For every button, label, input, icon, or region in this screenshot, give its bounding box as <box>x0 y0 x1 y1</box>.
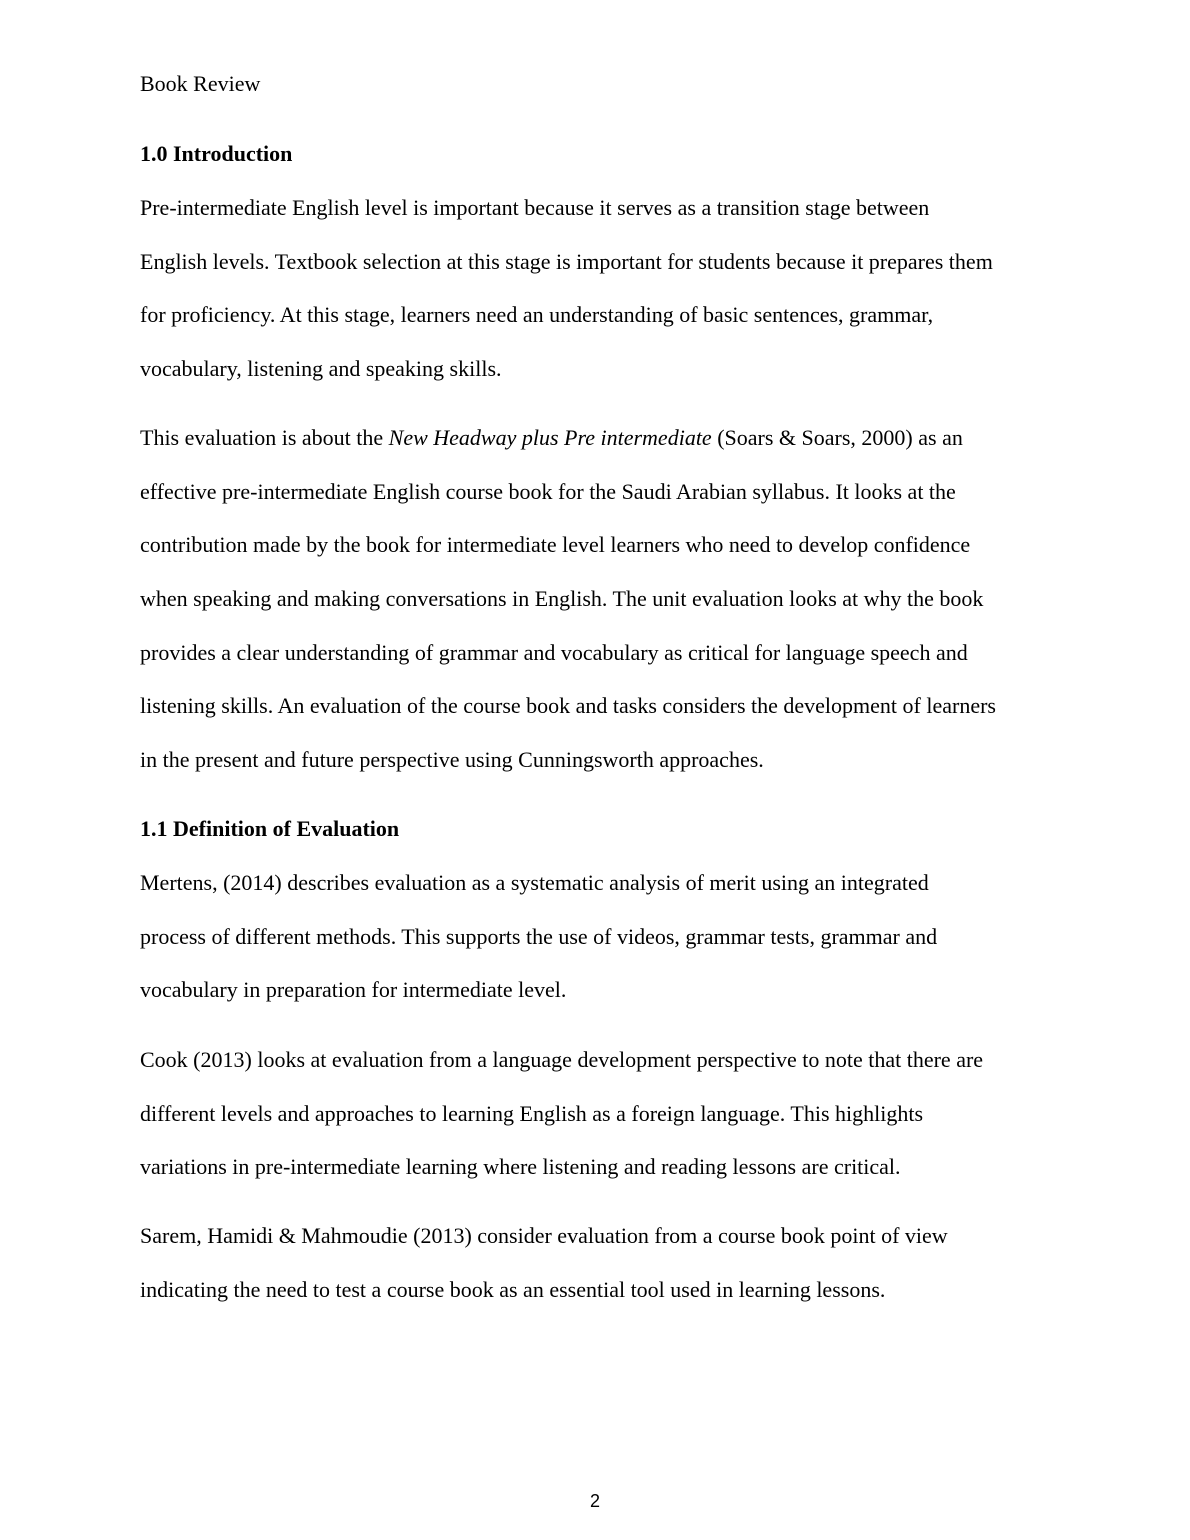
definition-paragraph-3 <box>140 1222 1060 1329</box>
text-line: in the present and future perspective using Cunningsworth approaches. <box>140 747 764 773</box>
definition-paragraph-1 <box>140 869 1060 1030</box>
text-line: when speaking and making conversations in English. The unit evaluation looks at why the book <box>140 586 984 612</box>
text-line: Mertens, (2014) describes evaluation as a systematic analysis of merit using an integrated <box>140 870 929 895</box>
section-heading-definition: 1.1 Definition of Evaluation <box>140 816 400 841</box>
text-line: indicating the need to test a course book as an essential tool used in learning lessons. <box>140 1276 886 1302</box>
text-line: vocabulary in preparation for intermediate level. <box>140 977 567 1003</box>
intro-paragraph-1 <box>140 194 1060 409</box>
text-line: variations in pre-intermediate learning where listening and reading lessons are critical. <box>140 1154 901 1180</box>
text-run: This evaluation is about the <box>140 425 389 450</box>
text-line-with-title <box>140 424 1060 478</box>
text-line: listening skills. An evaluation of the course book and tasks considers the development of learners <box>140 693 996 719</box>
document-page <box>140 0 1060 1540</box>
text-line: process of different methods. This supports the use of videos, grammar tests, grammar and <box>140 923 938 949</box>
intro-paragraph-2 <box>140 424 1060 800</box>
text-line: for proficiency. At this stage, learners need an understanding of basic sentences, grammar, <box>140 302 934 328</box>
text-run: (Soars & Soars, 2000) as an <box>711 425 963 450</box>
text-line: Cook (2013) looks at evaluation from a language development perspective to note that there are <box>140 1047 984 1072</box>
text-line: different levels and approaches to learning English as a foreign language. This highlights <box>140 1100 924 1126</box>
text-line: Pre-intermediate English level is important because it serves as a transition stage between <box>140 195 930 220</box>
text-line: contribution made by the book for intermediate level learners who need to develop confidence <box>140 532 971 558</box>
text-line: English levels. Textbook selection at this stage is important for students because it prepares them <box>140 248 993 274</box>
text-line: provides a clear understanding of grammar and vocabulary as critical for language speech and <box>140 639 968 665</box>
section-heading-introduction: 1.0 Introduction <box>140 141 293 166</box>
definition-paragraph-2 <box>140 1046 1060 1207</box>
page-number: 2 <box>589 1491 600 1511</box>
running-head: Book Review <box>140 71 261 96</box>
text-line: Sarem, Hamidi & Mahmoudie (2013) consider evaluation from a course book point of view <box>140 1223 948 1248</box>
book-title: New Headway plus Pre intermediate <box>388 425 712 450</box>
text-line: effective pre-intermediate English course book for the Saudi Arabian syllabus. It looks at the <box>140 478 956 504</box>
text-line: vocabulary, listening and speaking skills. <box>140 356 502 382</box>
